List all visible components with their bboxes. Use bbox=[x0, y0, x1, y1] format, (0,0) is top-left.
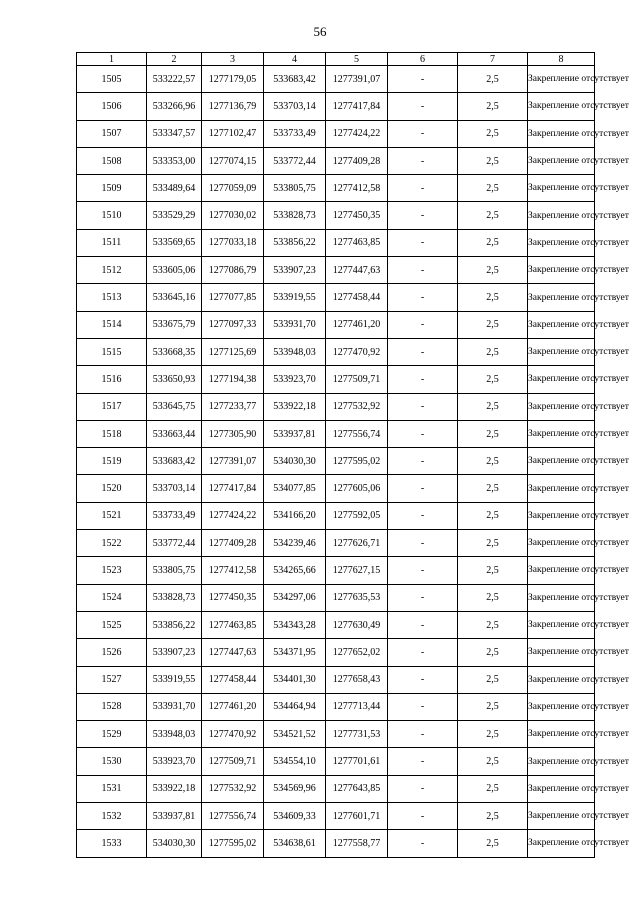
cell-col6-value: - bbox=[388, 639, 458, 666]
cell-col6-value: - bbox=[388, 502, 458, 529]
cell-y2-coordinate: 1277605,06 bbox=[326, 475, 388, 502]
table-row bbox=[77, 284, 595, 311]
cell-col7-value: 2,5 bbox=[458, 530, 528, 557]
cell-col7-value: 2,5 bbox=[458, 202, 528, 229]
cell-fixation-note: Закрепление отсутствует bbox=[528, 175, 595, 202]
table-row bbox=[77, 557, 595, 584]
cell-x2-coordinate: 534569,96 bbox=[264, 775, 326, 802]
cell-col7-value: 2,5 bbox=[458, 66, 528, 93]
table-row bbox=[77, 721, 595, 748]
cell-point-number: 1511 bbox=[77, 229, 147, 256]
cell-x1-coordinate: 533923,70 bbox=[147, 748, 202, 775]
cell-point-number: 1524 bbox=[77, 584, 147, 611]
cell-y1-coordinate: 1277074,15 bbox=[202, 147, 264, 174]
cell-x2-coordinate: 534371,95 bbox=[264, 639, 326, 666]
cell-fixation-note: Закрепление отсутствует bbox=[528, 693, 595, 720]
cell-col7-value: 2,5 bbox=[458, 420, 528, 447]
cell-col6-value: - bbox=[388, 175, 458, 202]
cell-y1-coordinate: 1277556,74 bbox=[202, 803, 264, 830]
cell-col7-value: 2,5 bbox=[458, 693, 528, 720]
cell-x2-coordinate: 533703,14 bbox=[264, 93, 326, 120]
cell-x2-coordinate: 533919,55 bbox=[264, 284, 326, 311]
cell-x2-coordinate: 533733,49 bbox=[264, 120, 326, 147]
table-row bbox=[77, 502, 595, 529]
cell-fixation-note: Закрепление отсутствует bbox=[528, 803, 595, 830]
cell-point-number: 1533 bbox=[77, 830, 147, 857]
cell-fixation-note: Закрепление отсутствует bbox=[528, 257, 595, 284]
cell-col6-value: - bbox=[388, 584, 458, 611]
cell-x2-coordinate: 534343,28 bbox=[264, 611, 326, 638]
cell-x1-coordinate: 533353,00 bbox=[147, 147, 202, 174]
cell-point-number: 1506 bbox=[77, 93, 147, 120]
cell-y2-coordinate: 1277463,85 bbox=[326, 229, 388, 256]
cell-y1-coordinate: 1277409,28 bbox=[202, 530, 264, 557]
cell-col6-value: - bbox=[388, 666, 458, 693]
cell-fixation-note: Закрепление отсутствует bbox=[528, 66, 595, 93]
cell-col6-value: - bbox=[388, 257, 458, 284]
coordinates-table bbox=[76, 52, 629, 858]
table-row bbox=[77, 475, 595, 502]
cell-col6-value: - bbox=[388, 830, 458, 857]
cell-x2-coordinate: 534239,46 bbox=[264, 530, 326, 557]
cell-x2-coordinate: 533923,70 bbox=[264, 366, 326, 393]
cell-fixation-note: Закрепление отсутствует bbox=[528, 93, 595, 120]
cell-col6-value: - bbox=[388, 611, 458, 638]
cell-x2-coordinate: 533931,70 bbox=[264, 311, 326, 338]
cell-fixation-note: Закрепление отсутствует bbox=[528, 393, 595, 420]
table-row bbox=[77, 803, 595, 830]
cell-col6-value: - bbox=[388, 693, 458, 720]
cell-y2-coordinate: 1277556,74 bbox=[326, 420, 388, 447]
cell-x1-coordinate: 533856,22 bbox=[147, 611, 202, 638]
cell-y2-coordinate: 1277630,49 bbox=[326, 611, 388, 638]
cell-y1-coordinate: 1277450,35 bbox=[202, 584, 264, 611]
cell-col6-value: - bbox=[388, 93, 458, 120]
cell-y2-coordinate: 1277731,53 bbox=[326, 721, 388, 748]
cell-point-number: 1512 bbox=[77, 257, 147, 284]
cell-col7-value: 2,5 bbox=[458, 448, 528, 475]
cell-fixation-note: Закрепление отсутствует bbox=[528, 284, 595, 311]
table-row bbox=[77, 584, 595, 611]
cell-col7-value: 2,5 bbox=[458, 229, 528, 256]
cell-col6-value: - bbox=[388, 775, 458, 802]
cell-y2-coordinate: 1277558,77 bbox=[326, 830, 388, 857]
cell-col7-value: 2,5 bbox=[458, 830, 528, 857]
cell-col6-value: - bbox=[388, 557, 458, 584]
cell-point-number: 1507 bbox=[77, 120, 147, 147]
cell-col6-value: - bbox=[388, 66, 458, 93]
cell-col6-value: - bbox=[388, 803, 458, 830]
cell-y1-coordinate: 1277102,47 bbox=[202, 120, 264, 147]
cell-col7-value: 2,5 bbox=[458, 338, 528, 365]
cell-x1-coordinate: 533347,57 bbox=[147, 120, 202, 147]
cell-y1-coordinate: 1277509,71 bbox=[202, 748, 264, 775]
table-body bbox=[77, 66, 629, 858]
cell-col6-value: - bbox=[388, 393, 458, 420]
table-row bbox=[77, 693, 595, 720]
column-header-2: 2 bbox=[147, 53, 202, 66]
cell-col7-value: 2,5 bbox=[458, 366, 528, 393]
table-row bbox=[77, 175, 595, 202]
cell-y2-coordinate: 1277447,63 bbox=[326, 257, 388, 284]
cell-y1-coordinate: 1277136,79 bbox=[202, 93, 264, 120]
table-header-row bbox=[77, 53, 595, 66]
table-row bbox=[77, 66, 595, 93]
cell-col6-value: - bbox=[388, 448, 458, 475]
cell-x1-coordinate: 533772,44 bbox=[147, 530, 202, 557]
cell-fixation-note: Закрепление отсутствует bbox=[528, 147, 595, 174]
table-row bbox=[77, 366, 595, 393]
cell-y1-coordinate: 1277532,92 bbox=[202, 775, 264, 802]
table-row bbox=[77, 202, 595, 229]
cell-fixation-note: Закрепление отсутствует bbox=[528, 639, 595, 666]
cell-col7-value: 2,5 bbox=[458, 120, 528, 147]
cell-col6-value: - bbox=[388, 229, 458, 256]
cell-point-number: 1516 bbox=[77, 366, 147, 393]
cell-y2-coordinate: 1277627,15 bbox=[326, 557, 388, 584]
cell-x1-coordinate: 533489,64 bbox=[147, 175, 202, 202]
cell-col6-value: - bbox=[388, 530, 458, 557]
cell-y2-coordinate: 1277509,71 bbox=[326, 366, 388, 393]
cell-x1-coordinate: 533529,29 bbox=[147, 202, 202, 229]
cell-point-number: 1518 bbox=[77, 420, 147, 447]
cell-x2-coordinate: 533772,44 bbox=[264, 147, 326, 174]
cell-x2-coordinate: 533948,03 bbox=[264, 338, 326, 365]
cell-x1-coordinate: 533703,14 bbox=[147, 475, 202, 502]
cell-x1-coordinate: 533675,79 bbox=[147, 311, 202, 338]
cell-y2-coordinate: 1277532,92 bbox=[326, 393, 388, 420]
cell-col7-value: 2,5 bbox=[458, 666, 528, 693]
table-row bbox=[77, 666, 595, 693]
cell-point-number: 1514 bbox=[77, 311, 147, 338]
cell-fixation-note: Закрепление отсутствует bbox=[528, 748, 595, 775]
cell-point-number: 1523 bbox=[77, 557, 147, 584]
cell-fixation-note: Закрепление отсутствует bbox=[528, 475, 595, 502]
column-header-7: 7 bbox=[458, 53, 528, 66]
table-row bbox=[77, 420, 595, 447]
cell-x2-coordinate: 533922,18 bbox=[264, 393, 326, 420]
cell-fixation-note: Закрепление отсутствует bbox=[528, 448, 595, 475]
cell-y1-coordinate: 1277424,22 bbox=[202, 502, 264, 529]
column-header-8: 8 bbox=[528, 53, 595, 66]
cell-fixation-note: Закрепление отсутствует bbox=[528, 338, 595, 365]
cell-point-number: 1519 bbox=[77, 448, 147, 475]
cell-point-number: 1509 bbox=[77, 175, 147, 202]
cell-y1-coordinate: 1277233,77 bbox=[202, 393, 264, 420]
cell-y1-coordinate: 1277412,58 bbox=[202, 557, 264, 584]
cell-point-number: 1522 bbox=[77, 530, 147, 557]
cell-point-number: 1510 bbox=[77, 202, 147, 229]
cell-fixation-note: Закрепление отсутствует bbox=[528, 120, 595, 147]
cell-fixation-note: Закрепление отсутствует bbox=[528, 229, 595, 256]
cell-fixation-note: Закрепление отсутствует bbox=[528, 721, 595, 748]
table-row bbox=[77, 639, 595, 666]
cell-point-number: 1508 bbox=[77, 147, 147, 174]
cell-x2-coordinate: 534554,10 bbox=[264, 748, 326, 775]
cell-col7-value: 2,5 bbox=[458, 284, 528, 311]
cell-x1-coordinate: 533937,81 bbox=[147, 803, 202, 830]
cell-col7-value: 2,5 bbox=[458, 393, 528, 420]
column-header-1: 1 bbox=[77, 53, 147, 66]
cell-x1-coordinate: 534030,30 bbox=[147, 830, 202, 857]
column-header-4: 4 bbox=[264, 53, 326, 66]
cell-point-number: 1528 bbox=[77, 693, 147, 720]
table-row bbox=[77, 748, 595, 775]
cell-x1-coordinate: 533733,49 bbox=[147, 502, 202, 529]
cell-col6-value: - bbox=[388, 366, 458, 393]
cell-col6-value: - bbox=[388, 338, 458, 365]
cell-point-number: 1521 bbox=[77, 502, 147, 529]
table-row bbox=[77, 93, 595, 120]
cell-x1-coordinate: 533222,57 bbox=[147, 66, 202, 93]
cell-y1-coordinate: 1277097,33 bbox=[202, 311, 264, 338]
cell-col6-value: - bbox=[388, 120, 458, 147]
cell-point-number: 1517 bbox=[77, 393, 147, 420]
cell-y2-coordinate: 1277461,20 bbox=[326, 311, 388, 338]
cell-y2-coordinate: 1277601,71 bbox=[326, 803, 388, 830]
table-row bbox=[77, 775, 595, 802]
cell-x1-coordinate: 533948,03 bbox=[147, 721, 202, 748]
cell-point-number: 1532 bbox=[77, 803, 147, 830]
cell-x1-coordinate: 533931,70 bbox=[147, 693, 202, 720]
cell-y2-coordinate: 1277713,44 bbox=[326, 693, 388, 720]
cell-col7-value: 2,5 bbox=[458, 257, 528, 284]
cell-fixation-note: Закрепление отсутствует bbox=[528, 584, 595, 611]
cell-point-number: 1526 bbox=[77, 639, 147, 666]
table-row bbox=[77, 257, 595, 284]
cell-fixation-note: Закрепление отсутствует bbox=[528, 202, 595, 229]
cell-y1-coordinate: 1277463,85 bbox=[202, 611, 264, 638]
cell-col7-value: 2,5 bbox=[458, 557, 528, 584]
cell-x1-coordinate: 533569,65 bbox=[147, 229, 202, 256]
table-row bbox=[77, 229, 595, 256]
cell-x2-coordinate: 534077,85 bbox=[264, 475, 326, 502]
cell-y1-coordinate: 1277059,09 bbox=[202, 175, 264, 202]
cell-x1-coordinate: 533663,44 bbox=[147, 420, 202, 447]
cell-x2-coordinate: 534030,30 bbox=[264, 448, 326, 475]
table-row bbox=[77, 530, 595, 557]
cell-point-number: 1525 bbox=[77, 611, 147, 638]
cell-fixation-note: Закрепление отсутствует bbox=[528, 666, 595, 693]
cell-y1-coordinate: 1277458,44 bbox=[202, 666, 264, 693]
cell-fixation-note: Закрепление отсутствует bbox=[528, 557, 595, 584]
cell-point-number: 1529 bbox=[77, 721, 147, 748]
table-row bbox=[77, 830, 595, 857]
cell-point-number: 1520 bbox=[77, 475, 147, 502]
table-row bbox=[77, 120, 595, 147]
cell-col6-value: - bbox=[388, 202, 458, 229]
cell-col7-value: 2,5 bbox=[458, 93, 528, 120]
column-header-3: 3 bbox=[202, 53, 264, 66]
page-number: 56 bbox=[313, 24, 327, 39]
cell-col6-value: - bbox=[388, 420, 458, 447]
cell-fixation-note: Закрепление отсутствует bbox=[528, 366, 595, 393]
cell-y2-coordinate: 1277450,35 bbox=[326, 202, 388, 229]
cell-x2-coordinate: 533937,81 bbox=[264, 420, 326, 447]
cell-x1-coordinate: 533266,96 bbox=[147, 93, 202, 120]
cell-fixation-note: Закрепление отсутствует bbox=[528, 311, 595, 338]
cell-x1-coordinate: 533645,16 bbox=[147, 284, 202, 311]
cell-x1-coordinate: 533907,23 bbox=[147, 639, 202, 666]
cell-y2-coordinate: 1277412,58 bbox=[326, 175, 388, 202]
cell-y1-coordinate: 1277086,79 bbox=[202, 257, 264, 284]
cell-x1-coordinate: 533668,35 bbox=[147, 338, 202, 365]
cell-point-number: 1530 bbox=[77, 748, 147, 775]
cell-point-number: 1515 bbox=[77, 338, 147, 365]
cell-y1-coordinate: 1277595,02 bbox=[202, 830, 264, 857]
cell-y2-coordinate: 1277595,02 bbox=[326, 448, 388, 475]
cell-x2-coordinate: 534297,06 bbox=[264, 584, 326, 611]
cell-col7-value: 2,5 bbox=[458, 721, 528, 748]
cell-fixation-note: Закрепление отсутствует bbox=[528, 830, 595, 857]
cell-x2-coordinate: 534166,20 bbox=[264, 502, 326, 529]
cell-point-number: 1513 bbox=[77, 284, 147, 311]
cell-y2-coordinate: 1277652,02 bbox=[326, 639, 388, 666]
cell-y1-coordinate: 1277194,38 bbox=[202, 366, 264, 393]
cell-point-number: 1531 bbox=[77, 775, 147, 802]
cell-y2-coordinate: 1277391,07 bbox=[326, 66, 388, 93]
cell-col6-value: - bbox=[388, 475, 458, 502]
cell-col7-value: 2,5 bbox=[458, 775, 528, 802]
cell-x2-coordinate: 533805,75 bbox=[264, 175, 326, 202]
cell-x1-coordinate: 533828,73 bbox=[147, 584, 202, 611]
cell-x2-coordinate: 533683,42 bbox=[264, 66, 326, 93]
cell-y1-coordinate: 1277179,05 bbox=[202, 66, 264, 93]
cell-y2-coordinate: 1277424,22 bbox=[326, 120, 388, 147]
cell-y2-coordinate: 1277470,92 bbox=[326, 338, 388, 365]
cell-y2-coordinate: 1277409,28 bbox=[326, 147, 388, 174]
cell-y1-coordinate: 1277391,07 bbox=[202, 448, 264, 475]
cell-x2-coordinate: 534401,30 bbox=[264, 666, 326, 693]
cell-y2-coordinate: 1277635,53 bbox=[326, 584, 388, 611]
cell-y2-coordinate: 1277592,05 bbox=[326, 502, 388, 529]
table-row bbox=[77, 311, 595, 338]
cell-fixation-note: Закрепление отсутствует bbox=[528, 420, 595, 447]
cell-y1-coordinate: 1277417,84 bbox=[202, 475, 264, 502]
cell-y2-coordinate: 1277643,85 bbox=[326, 775, 388, 802]
cell-point-number: 1527 bbox=[77, 666, 147, 693]
cell-col7-value: 2,5 bbox=[458, 611, 528, 638]
cell-x1-coordinate: 533605,06 bbox=[147, 257, 202, 284]
cell-x1-coordinate: 533683,42 bbox=[147, 448, 202, 475]
cell-y2-coordinate: 1277458,44 bbox=[326, 284, 388, 311]
cell-col7-value: 2,5 bbox=[458, 584, 528, 611]
cell-x1-coordinate: 533922,18 bbox=[147, 775, 202, 802]
cell-col6-value: - bbox=[388, 147, 458, 174]
cell-col7-value: 2,5 bbox=[458, 475, 528, 502]
cell-fixation-note: Закрепление отсутствует bbox=[528, 502, 595, 529]
column-header-5: 5 bbox=[326, 53, 388, 66]
cell-x1-coordinate: 533645,75 bbox=[147, 393, 202, 420]
table-row bbox=[77, 338, 595, 365]
cell-col6-value: - bbox=[388, 748, 458, 775]
cell-y1-coordinate: 1277077,85 bbox=[202, 284, 264, 311]
cell-y1-coordinate: 1277470,92 bbox=[202, 721, 264, 748]
cell-x1-coordinate: 533919,55 bbox=[147, 666, 202, 693]
cell-y1-coordinate: 1277033,18 bbox=[202, 229, 264, 256]
cell-col7-value: 2,5 bbox=[458, 748, 528, 775]
cell-x2-coordinate: 534265,66 bbox=[264, 557, 326, 584]
cell-x1-coordinate: 533650,93 bbox=[147, 366, 202, 393]
cell-x2-coordinate: 533856,22 bbox=[264, 229, 326, 256]
table-row bbox=[77, 448, 595, 475]
cell-col7-value: 2,5 bbox=[458, 311, 528, 338]
cell-col7-value: 2,5 bbox=[458, 147, 528, 174]
cell-y2-coordinate: 1277626,71 bbox=[326, 530, 388, 557]
cell-col6-value: - bbox=[388, 721, 458, 748]
cell-col6-value: - bbox=[388, 284, 458, 311]
cell-fixation-note: Закрепление отсутствует bbox=[528, 530, 595, 557]
cell-y2-coordinate: 1277701,61 bbox=[326, 748, 388, 775]
cell-col7-value: 2,5 bbox=[458, 502, 528, 529]
table-row bbox=[77, 611, 595, 638]
cell-y1-coordinate: 1277030,02 bbox=[202, 202, 264, 229]
cell-x1-coordinate: 533805,75 bbox=[147, 557, 202, 584]
cell-y2-coordinate: 1277658,43 bbox=[326, 666, 388, 693]
cell-x2-coordinate: 533828,73 bbox=[264, 202, 326, 229]
cell-point-number: 1505 bbox=[77, 66, 147, 93]
cell-col6-value: - bbox=[388, 311, 458, 338]
cell-x2-coordinate: 534464,94 bbox=[264, 693, 326, 720]
cell-y1-coordinate: 1277461,20 bbox=[202, 693, 264, 720]
cell-y1-coordinate: 1277305,90 bbox=[202, 420, 264, 447]
cell-y1-coordinate: 1277125,69 bbox=[202, 338, 264, 365]
cell-x2-coordinate: 534638,61 bbox=[264, 830, 326, 857]
cell-x2-coordinate: 534609,33 bbox=[264, 803, 326, 830]
cell-y2-coordinate: 1277417,84 bbox=[326, 93, 388, 120]
cell-col7-value: 2,5 bbox=[458, 803, 528, 830]
cell-x2-coordinate: 533907,23 bbox=[264, 257, 326, 284]
cell-x2-coordinate: 534521,52 bbox=[264, 721, 326, 748]
column-header-6: 6 bbox=[388, 53, 458, 66]
cell-col7-value: 2,5 bbox=[458, 175, 528, 202]
cell-fixation-note: Закрепление отсутствует bbox=[528, 611, 595, 638]
cell-y1-coordinate: 1277447,63 bbox=[202, 639, 264, 666]
cell-fixation-note: Закрепление отсутствует bbox=[528, 775, 595, 802]
table-row bbox=[77, 147, 595, 174]
table-row bbox=[77, 393, 595, 420]
cell-col7-value: 2,5 bbox=[458, 639, 528, 666]
